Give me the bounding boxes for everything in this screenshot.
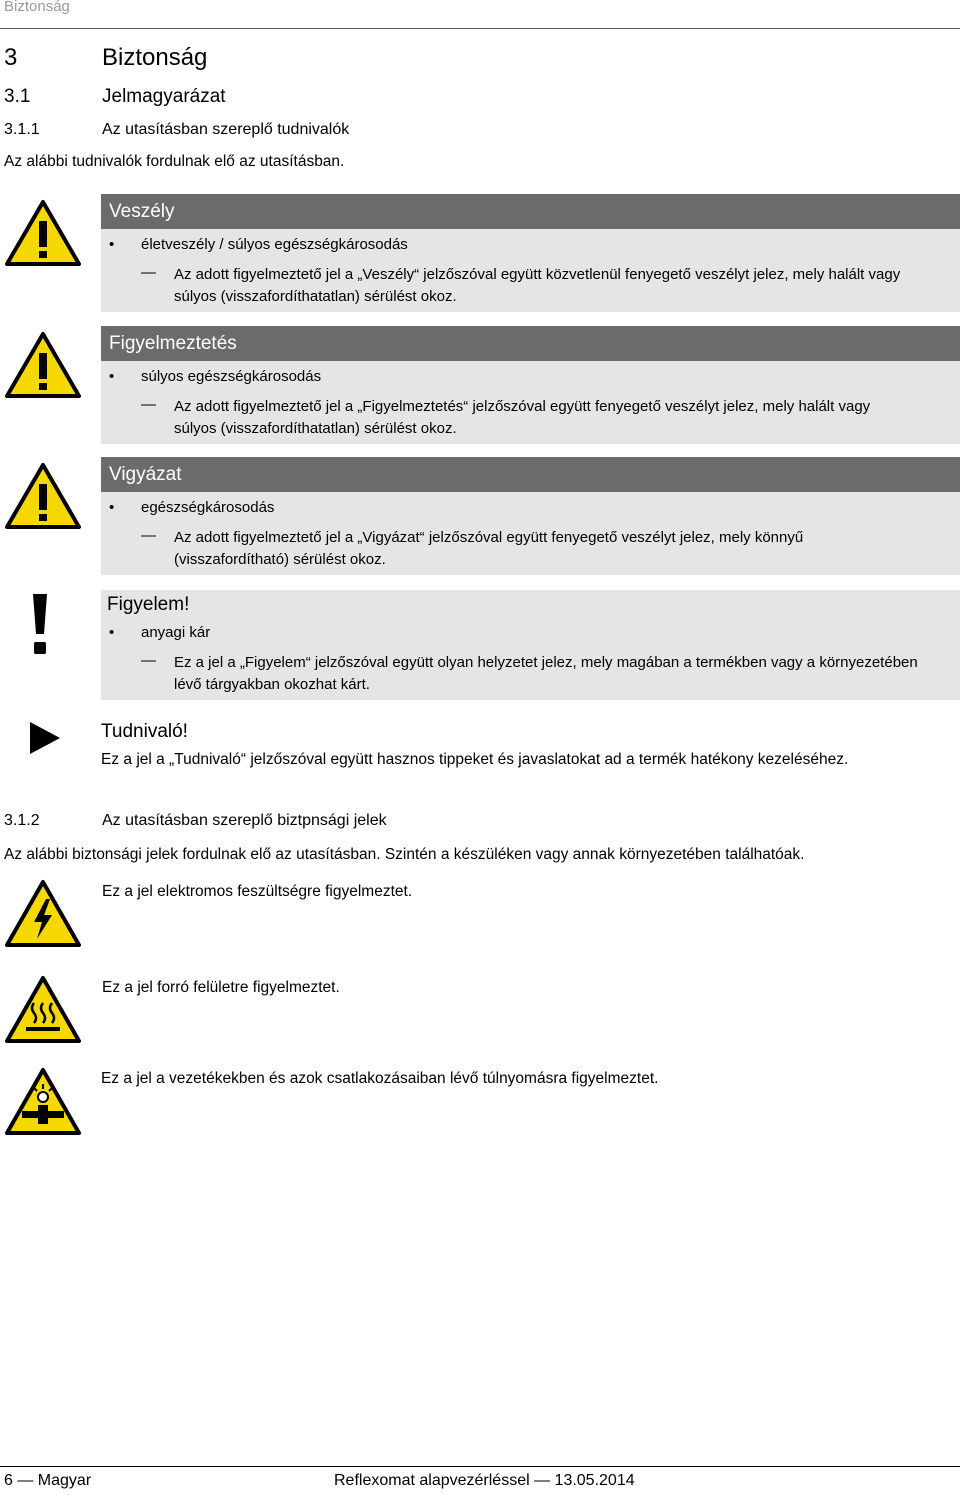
- footer-page-language: 6 — Magyar: [4, 1472, 92, 1489]
- subsection-number: 3.1: [4, 86, 31, 107]
- subsection-title: Jelmagyarázat: [102, 86, 226, 107]
- footer-divider: [0, 1466, 960, 1467]
- dash-mark: —: [141, 264, 156, 281]
- warning-desc-line1: Az adott figyelmeztető jel a „Figyelmeztetés“ jelzőszóval együtt fenyegető veszélyt jelez, mely halált vagy: [174, 398, 871, 415]
- caution-desc-line1: Az adott figyelmeztető jel a „Vigyázat“ jelzőszóval együtt fenyegető veszélyt jelez, mely könnyű: [174, 529, 804, 546]
- bullet-mark: •: [109, 624, 115, 641]
- hot-surface-symbol-text: Ez a jel forró felületre figyelmeztet.: [102, 979, 340, 996]
- warning-bullet: súlyos egészségkárosodás: [141, 368, 322, 385]
- play-arrow-icon: [30, 722, 60, 754]
- header-divider: [0, 28, 960, 29]
- danger-desc-line1: Az adott figyelmeztető jel a „Veszély“ jelzőszóval együtt közvetlenül fenyegető veszélyt jelez, mely halált vagy: [174, 266, 901, 283]
- danger-warning-icon: [4, 199, 82, 267]
- sub2-intro: Az alábbi biztonsági jelek fordulnak elő az utasításban. Szintén a készüléken vagy annak környezetében találhatóak.: [4, 846, 805, 863]
- electric-symbol-text: Ez a jel elektromos feszültségre figyelmeztet.: [102, 883, 413, 900]
- hot-surface-warning-icon: [4, 975, 82, 1045]
- dash-mark: —: [141, 527, 156, 544]
- caution-desc-line2: (visszafordítható) sérülést okoz.: [174, 551, 386, 568]
- bullet-mark: •: [109, 499, 115, 516]
- bullet-mark: •: [109, 236, 115, 253]
- notice-heading: Figyelem!: [107, 594, 190, 615]
- section-number: 3: [4, 44, 18, 71]
- pressure-warning-icon: [4, 1067, 82, 1137]
- notice-box: [101, 590, 960, 700]
- danger-desc-line2: súlyos (visszafordíthatatlan) sérülést okoz.: [174, 288, 457, 305]
- notice-bullet: anyagi kár: [141, 624, 211, 641]
- exclamation-icon: [30, 594, 50, 656]
- danger-bullet: életveszély / súlyos egészségkárosodás: [141, 236, 408, 253]
- running-header: Biztonság: [4, 0, 70, 15]
- sub1-title: Az utasításban szereplő tudnivalók: [102, 121, 350, 138]
- dash-mark: —: [141, 652, 156, 669]
- sub1-intro: Az alábbi tudnivalók fordulnak elő az utasításban.: [4, 153, 345, 170]
- sub2-title: Az utasításban szereplő biztpnsági jelek: [102, 812, 387, 829]
- caution-box: [101, 457, 960, 575]
- tip-heading: Tudnivaló!: [101, 721, 188, 742]
- sub1-number: 3.1.1: [4, 121, 40, 138]
- electric-voltage-warning-icon: [4, 879, 82, 949]
- caution-heading: Vigyázat: [101, 457, 960, 492]
- tip-text: Ez a jel a „Tudnivaló“ jelzőszóval együtt hasznos tippeket és javaslatokat ad a termék hatékony kezeléséhez.: [101, 751, 849, 768]
- warning-heading: Figyelmeztetés: [101, 326, 960, 361]
- caution-bullet: egészségkárosodás: [141, 499, 275, 516]
- caution-icon: [4, 462, 82, 530]
- notice-desc-line2: lévő tárgyakban okozhat kárt.: [174, 676, 370, 693]
- danger-box: [101, 194, 960, 312]
- danger-heading: Veszély: [101, 194, 960, 229]
- warning-box: [101, 326, 960, 444]
- sub2-number: 3.1.2: [4, 812, 40, 829]
- pressure-symbol-text: Ez a jel a vezetékekben és azok csatlakozásaiban lévő túlnyomásra figyelmeztet.: [101, 1070, 659, 1087]
- dash-mark: —: [141, 396, 156, 413]
- section-title: Biztonság: [102, 44, 208, 71]
- bullet-mark: •: [109, 368, 115, 385]
- warning-desc-line2: súlyos (visszafordíthatatlan) sérülést okoz.: [174, 420, 457, 437]
- footer-product-date: Reflexomat alapvezérléssel — 13.05.2014: [334, 1472, 635, 1489]
- notice-desc-line1: Ez a jel a „Figyelem“ jelzőszóval együtt olyan helyzetet jelez, mely magában a termékben vagy a környezetében: [174, 654, 918, 671]
- warning-icon: [4, 331, 82, 399]
